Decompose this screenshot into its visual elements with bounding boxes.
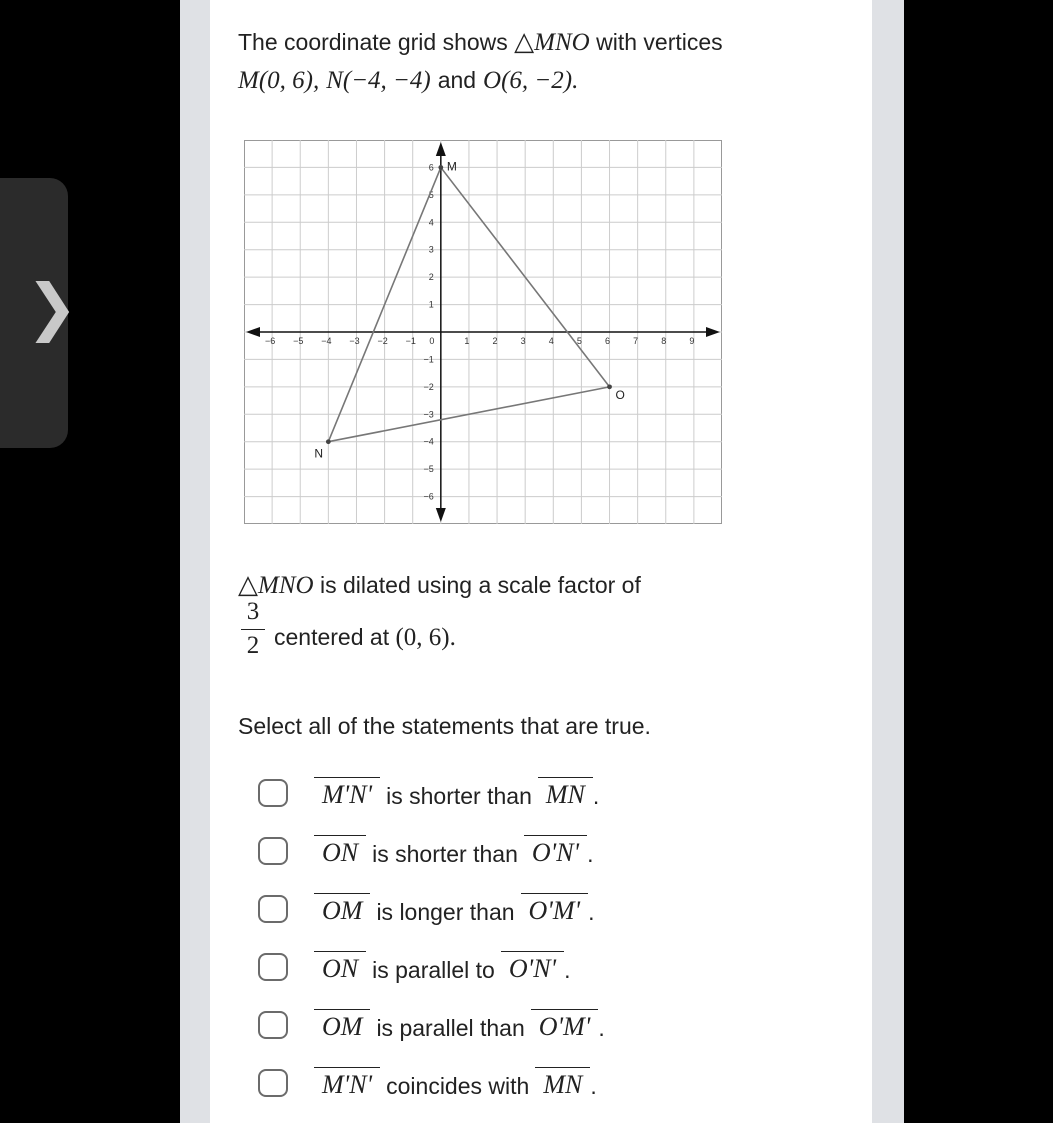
x-tick-label: −5 [293, 336, 304, 346]
x-tick-label: 8 [661, 336, 667, 346]
y-tick-label: 6 [428, 162, 434, 173]
option-text: is shorter than [386, 782, 532, 809]
period: . [564, 956, 571, 983]
checkbox[interactable] [258, 953, 288, 981]
checkbox[interactable] [258, 779, 288, 807]
x-tick-label: −1 [405, 336, 416, 346]
y-tick-label: 3 [428, 244, 434, 255]
option-6[interactable] [258, 1066, 597, 1100]
vertex-label-m: M [446, 159, 457, 174]
checkbox[interactable] [258, 837, 288, 865]
y-tick-label: −2 [423, 381, 434, 392]
option-2[interactable] [258, 834, 594, 868]
segment: O'N' [531, 837, 580, 867]
option-text: is longer than [376, 898, 515, 925]
segment: M'N' [322, 1069, 373, 1099]
period: . [590, 1072, 597, 1099]
x-tick-label: −6 [264, 336, 276, 346]
vertex-point-o [607, 384, 612, 389]
fraction-denominator: 2 [246, 632, 260, 659]
y-tick-label: −5 [423, 464, 434, 475]
instruction: Select all of the statements that are true. [238, 713, 651, 739]
option-1[interactable] [258, 776, 599, 810]
checkbox[interactable] [258, 1011, 288, 1039]
x-tick-label: −2 [377, 336, 388, 346]
x-tick-label: 2 [492, 336, 498, 346]
dilation-line [238, 571, 641, 600]
y-tick-label: 4 [428, 217, 434, 228]
intro-text-suffix: with vertices [596, 29, 723, 55]
x-tick-label: 7 [633, 336, 639, 346]
vertex-point-m [438, 165, 443, 170]
x-tick-label: 0 [429, 336, 435, 346]
vertex-o: O(6, −2). [483, 67, 579, 94]
y-tick-label: 2 [428, 272, 434, 283]
y-tick-label: −4 [423, 436, 434, 447]
period: . [588, 898, 595, 925]
period: . [587, 840, 594, 867]
option-5[interactable] [258, 1008, 605, 1042]
chevron-right-icon: ❯ [26, 270, 78, 343]
segment: O'N' [508, 953, 557, 983]
y-tick-label: −1 [423, 354, 434, 365]
x-tick-label: 6 [605, 336, 611, 346]
x-tick-label: 9 [689, 336, 695, 346]
checkbox[interactable] [258, 895, 288, 923]
segment: ON [322, 953, 359, 983]
triangle-symbol: △ [514, 27, 535, 57]
vertex-label-n: N [314, 446, 324, 461]
triangle-name: MNO [534, 29, 590, 56]
triangle-symbol: △ [238, 570, 258, 600]
x-tick-label: 4 [548, 336, 554, 346]
segment: MN [543, 1069, 583, 1099]
x-tick-label: 1 [464, 336, 470, 346]
segment: O'M' [528, 895, 581, 925]
dilation-text: is dilated using a scale factor of [319, 572, 641, 598]
segment: MN [545, 779, 585, 809]
y-tick-label: 1 [428, 299, 434, 310]
intro-line-2 [238, 66, 578, 95]
centered-text: centered at [274, 624, 390, 650]
y-tick-label: −6 [423, 491, 434, 502]
option-4[interactable] [258, 950, 571, 984]
intro-line-1 [238, 28, 723, 57]
segment: ON [322, 837, 359, 867]
fraction-bar [241, 629, 265, 630]
centered-line [274, 623, 456, 652]
x-tick-label: −3 [349, 336, 360, 346]
y-tick-label: 5 [428, 189, 434, 200]
coordinate-graph [244, 140, 722, 524]
period: . [598, 1014, 605, 1041]
scale-factor-fraction [240, 598, 266, 660]
vertex-n: N(−4, −4) [326, 67, 431, 94]
option-text: is parallel than [376, 1014, 525, 1041]
y-tick-label: −3 [423, 409, 434, 420]
x-tick-label: 3 [520, 336, 526, 346]
vertex-m: M(0, 6), [238, 67, 320, 94]
segment: O'M' [538, 1011, 591, 1041]
vertex-label-o: O [615, 387, 625, 402]
option-text: coincides with [386, 1072, 530, 1099]
triangle-name: MNO [258, 572, 314, 599]
option-text: is shorter than [372, 840, 518, 867]
dilation-center: (0, 6). [395, 624, 456, 651]
intro-text: The coordinate grid shows [238, 29, 508, 55]
segment: OM [322, 895, 363, 925]
vertex-point-n [326, 439, 331, 444]
fraction-numerator: 3 [246, 598, 260, 625]
x-tick-label: 5 [576, 336, 582, 346]
option-text: is parallel to [372, 956, 495, 983]
segment: M'N' [322, 779, 373, 809]
and-word: and [437, 67, 477, 93]
segment: OM [322, 1011, 363, 1041]
side-panel-tab[interactable] [0, 178, 78, 448]
x-tick-label: −4 [321, 336, 332, 346]
checkbox[interactable] [258, 1069, 288, 1097]
option-3[interactable] [258, 892, 594, 926]
period: . [592, 782, 600, 809]
